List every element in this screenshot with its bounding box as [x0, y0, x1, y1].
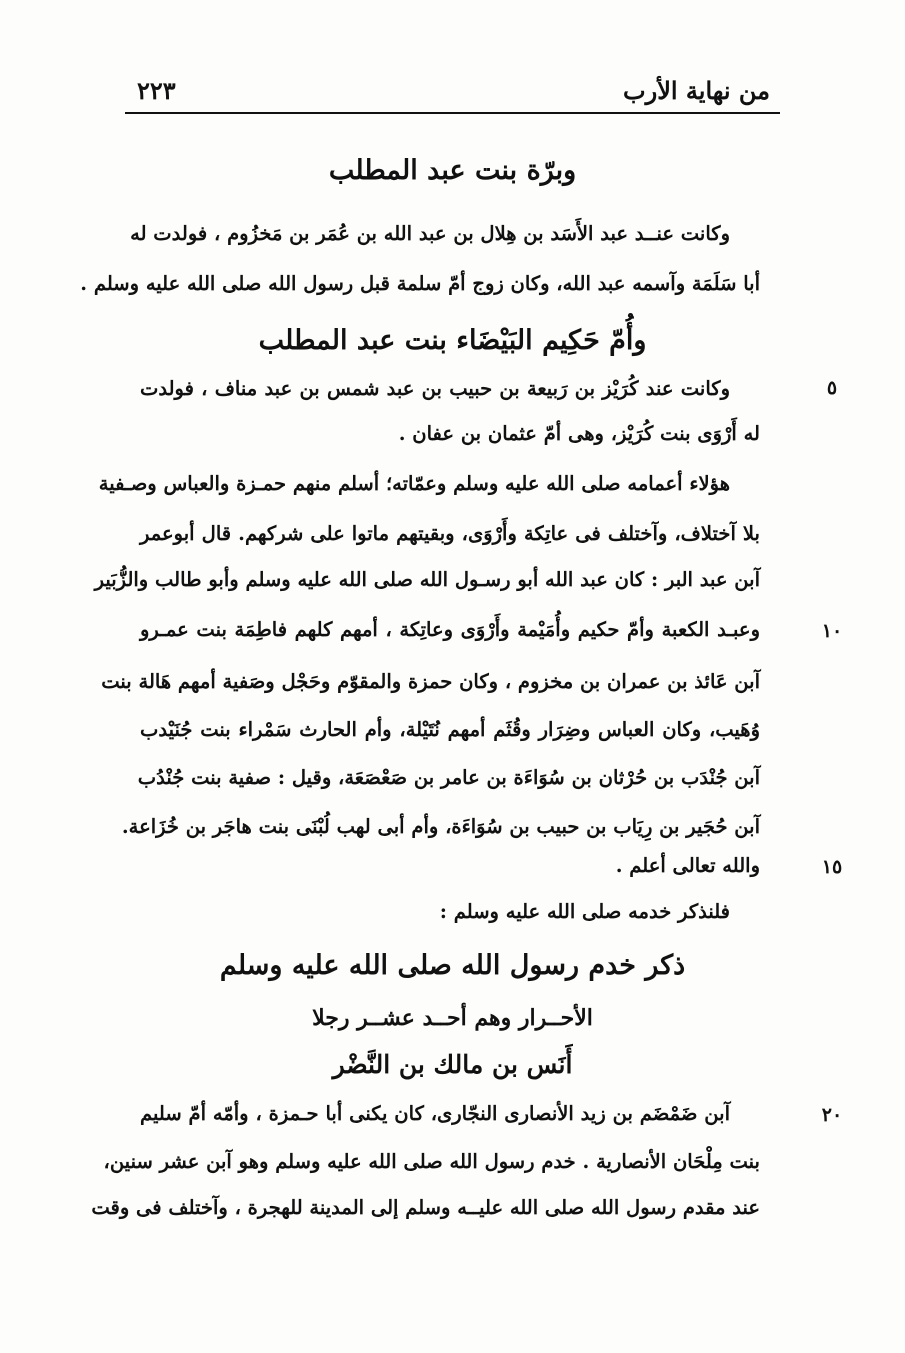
section-title-barra: وبرّة بنت عبد المطلب	[328, 155, 577, 186]
section-title-servants: ذكر خدم رسول الله صلى الله عليه وسلم	[219, 950, 686, 981]
text-line: هؤلاء أعمامه صلى الله عليه وسلم وعمّاته؛ أسلم منهم حمـزة والعباس وصـفية	[98, 472, 730, 495]
text-line: بلا آختلاف، وآختلف فى عاتِكة وأَرْوَى، وبقيتهم ماتوا على شركهم. قال أبوعمر	[140, 522, 760, 545]
running-header	[125, 72, 780, 114]
margin-line-number: ٢٠	[821, 1104, 843, 1126]
text-line: آبن ضَمْضَم بن زيد الأنصارى النجّارى، كان يكنى أبا حـمزة ، وأمّه أمّ سليم	[140, 1102, 730, 1125]
person-heading: أَنَس بن مالك بن النَّضْر	[332, 1050, 573, 1079]
margin-line-number: ١٥	[821, 856, 843, 878]
text-line: وعبـد الكعبة وأمّ حكيم وأُمَيْمة وأَرْوَى وعاتِكة ، أمهم كلهم فاطِمَة بنت عمـرو	[140, 618, 760, 641]
text-line: آبن عَائذ بن عمران بن مخزوم ، وكان حمزة والمقوّم وحَجْل وصَفية أمهم هَالة بنت	[101, 670, 760, 693]
margin-line-number: ٥	[826, 377, 838, 399]
section-subtitle: الأحــرار وهم أحــد عشــر رجلا	[312, 1005, 593, 1031]
margin-line-number: ١٠	[821, 620, 843, 642]
text-line: والله تعالى أعلم .	[615, 854, 760, 877]
text-line: أبا سَلَمَة وآسمه عبد الله، وكان زوج أمّ سلمة قبل رسول الله صلى الله عليه وسلم .	[80, 272, 760, 295]
section-title-umm-hakim: وأُمّ حَكِيم البَيْضَاء بنت عبد المطلب	[258, 325, 647, 356]
text-line: آبن حُجَير بن رِيَاب بن حبيب بن سُوَاءَة، وأم أبى لهب لُبْنَى بنت هاجَر بن خُزَاعة.	[121, 815, 760, 838]
transition-line: فلنذكر خدمه صلى الله عليه وسلم :	[439, 900, 730, 923]
page-number: ٢٢٣	[137, 76, 176, 105]
text-line: له أَرْوَى بنت كُرَيْز، وهى أمّ عثمان بن عفان .	[398, 422, 760, 445]
text-line: عند مقدم رسول الله صلى الله عليــه وسلم إلى المدينة للهجرة ، وآختلف فى وقت	[91, 1196, 760, 1219]
text-line: وُهَيب، وكان العباس وضِرَار وقُثَم أمهم نُتَيْلة، وأم الحارث سَمْراء بنت جُنَيْدب	[140, 718, 760, 741]
running-title: من نهاية الأرب	[623, 76, 770, 105]
text-line: وكانت عنــد عبد الأَسَد بن هِلال بن عبد الله بن عُمَر بن مَخزُوم ، فولدت له	[130, 222, 730, 245]
text-line: آبن عبد البر : كان عبد الله أبو رسـول الله صلى الله عليه وسلم وأبو طالب والزُّبَير	[94, 568, 760, 591]
text-line: وكانت عند كُرَيْز بن رَبيعة بن حبيب بن عبد شمس بن عبد مناف ، فولدت	[140, 377, 730, 400]
text-line: بنت مِلْحَان الأنصارية . خدم رسول الله صلى الله عليه وسلم وهو آبن عشر سنين،	[103, 1150, 760, 1173]
text-line: آبن جُنْدَب بن حُرْثان بن سُوَاءَة بن عامر بن صَعْصَعَة، وقيل : صفية بنت جُنْدُب	[137, 766, 760, 789]
